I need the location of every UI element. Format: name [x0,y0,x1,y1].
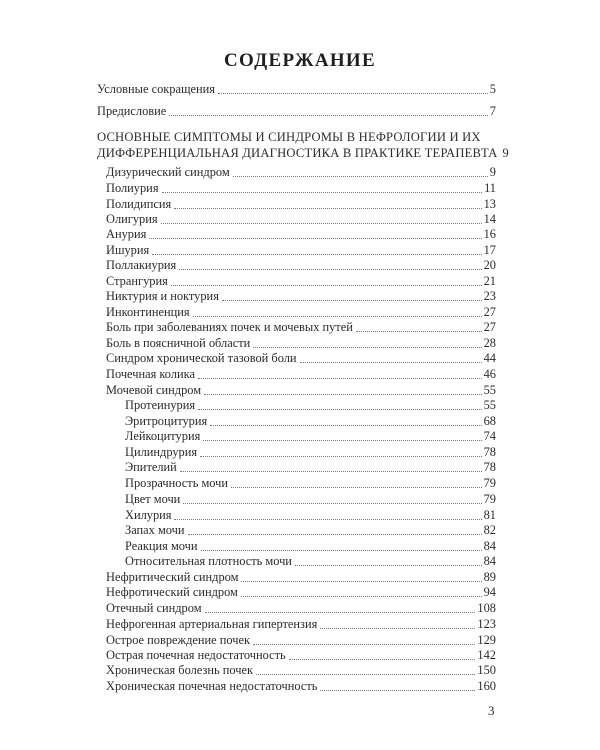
dot-leader [162,192,483,193]
toc-entry-title: Анурия [106,227,147,241]
toc-entry-page: 123 [477,617,496,631]
toc-entry[interactable] [106,570,496,584]
toc-entry-page: 78 [483,460,496,474]
toc-entry[interactable] [106,289,496,303]
toc-entry-page: 160 [477,679,496,693]
dot-leader [218,93,488,94]
dot-leader [204,394,482,395]
dot-leader [356,331,482,332]
toc-entry-page: 13 [483,197,496,211]
toc-entry-title: Условные сокращения [97,82,215,96]
toc-entry-title: Боль при заболеваниях почек и мочевых путей [106,320,353,334]
toc-entry[interactable] [106,351,496,365]
toc-entry-page: 89 [483,570,496,584]
toc-entry[interactable] [97,104,496,118]
toc-entry-page: 14 [483,212,496,226]
toc-entry-title: Реакция мочи [125,539,198,553]
dot-leader [231,487,482,488]
toc-entry-title: Цвет мочи [125,492,181,506]
toc-entry-page: 84 [483,539,496,553]
dot-leader [183,503,481,504]
toc-entry-title: Запах мочи [125,523,185,537]
toc-entry-title: Поллакиурия [106,258,177,272]
dot-leader [253,347,481,348]
page-number: 3 [488,703,495,718]
toc-entry-page: 9 [502,146,509,160]
dot-leader [241,596,482,597]
toc-entry-title: Хроническая болезнь почек [106,663,253,677]
dot-leader [149,238,481,239]
toc-entry-page: 5 [489,82,496,96]
dot-leader [300,362,482,363]
toc-entry-title: Хроническая почечная недостаточность [106,679,318,693]
toc-entry-title: Нефритический синдром [106,570,239,584]
toc-entry[interactable] [106,367,496,381]
toc-entry-page: 150 [477,663,496,677]
toc-entry[interactable] [106,336,496,350]
toc-entry[interactable] [106,585,496,599]
dot-leader [180,471,482,472]
toc-entry[interactable] [106,227,496,241]
toc-entry-title: Инконтиненция [106,305,190,319]
toc-entry[interactable] [106,274,496,288]
toc-entry-page: 46 [483,367,496,381]
toc-entry-page: 7 [489,104,496,118]
toc-entry[interactable] [106,305,496,319]
toc-entry-title: Предисловие [97,104,167,118]
toc-entry-title: Острая почечная недостаточность [106,648,286,662]
dot-leader [241,581,481,582]
toc-entry-title: Полидипсия [106,197,172,211]
toc-entry-title: Странгурия [106,274,168,288]
toc-subentry[interactable] [125,445,496,459]
dot-leader [233,176,488,177]
toc-entry[interactable] [106,258,496,272]
toc-entry-page: 20 [483,258,496,272]
toc-entry-page: 55 [483,383,496,397]
dot-leader [200,456,482,457]
toc-entry[interactable] [97,82,496,96]
section-heading-line-1: ОСНОВНЫЕ СИМПТОМЫ И СИНДРОМЫ В НЕФРОЛОГИИ И ИХ [97,130,481,144]
toc-entry-title: Лейкоцитурия [125,429,201,443]
dot-leader [256,674,475,675]
toc-entry-page: 27 [483,320,496,334]
toc-entry-title: Синдром хронической тазовой боли [106,351,297,365]
toc-entry-page: 142 [477,648,496,662]
toc-entry-page: 78 [483,445,496,459]
toc-entry-title: Нефрогенная артериальная гипертензия [106,617,318,631]
toc-subentry[interactable] [125,476,496,490]
toc-entry-title: Протеинурия [125,398,196,412]
dot-leader [198,378,482,379]
dot-leader [253,644,475,645]
toc-entry-page: 108 [477,601,496,615]
toc-entry-title: Никтурия и ноктурия [106,289,219,303]
dot-leader [295,565,482,566]
dot-leader [222,300,482,301]
toc-entry-page: 44 [483,351,496,365]
toc-subentry[interactable] [125,508,496,522]
toc-entry-title: Дизурический синдром [106,165,230,179]
toc-entry-title: Боль в поясничной области [106,336,251,350]
toc-entry-page: 79 [483,476,496,490]
toc-entry-page: 79 [483,492,496,506]
toc-subentry[interactable] [125,429,496,443]
toc-entry-page: 94 [483,585,496,599]
toc-entry-page: 17 [483,243,496,257]
toc-entry-title: Относительная плотность мочи [125,554,292,568]
dot-leader [201,550,482,551]
toc-entry-page: 55 [483,398,496,412]
toc-entry[interactable] [106,212,496,226]
section-heading-line-2: ДИФФЕРЕНЦИАЛЬНАЯ ДИАГНОСТИКА В ПРАКТИКЕ ТЕРАПЕВТА [97,146,498,160]
dot-leader [174,208,481,209]
toc-entry-title: Хилурия [125,508,172,522]
dot-leader [205,612,476,613]
toc-entry-page: 11 [484,181,496,195]
dot-leader [193,316,482,317]
toc-entry[interactable] [106,679,496,693]
toc-entry[interactable] [106,181,496,195]
dot-leader [174,519,481,520]
toc-entry-title: Мочевой синдром [106,383,202,397]
toc-entry[interactable] [106,197,496,211]
toc-entry-page: 23 [483,289,496,303]
toc-entry-page: 84 [483,554,496,568]
toc-entry-title: Цилиндрурия [125,445,198,459]
toc-entry[interactable] [106,633,496,647]
toc-entry-page: 16 [483,227,496,241]
toc-entry-title: Полиурия [106,181,159,195]
toc-entry-title: Олигурия [106,212,158,226]
toc-entry-page: 28 [483,336,496,350]
toc-entry-page: 129 [477,633,496,647]
dot-leader [179,269,481,270]
page-title: СОДЕРЖАНИЕ [224,50,376,71]
dot-leader [203,440,481,441]
toc-entry-page: 68 [483,414,496,428]
toc-entry-page: 27 [483,305,496,319]
toc-subentry[interactable] [125,539,496,553]
dot-leader [320,628,475,629]
dot-leader [210,425,481,426]
toc-entry-page: 74 [483,429,496,443]
toc-entry[interactable] [106,320,496,334]
toc-entry-title: Нефротический синдром [106,585,238,599]
toc-entry-page: 82 [483,523,496,537]
dot-leader [320,690,475,691]
toc-entry[interactable] [106,383,496,397]
toc-subentry[interactable] [125,492,496,506]
toc-entry[interactable] [106,243,496,257]
toc-entry-page: 9 [489,165,496,179]
toc-entry[interactable] [106,165,496,179]
toc-entry[interactable] [106,617,496,631]
dot-leader [161,223,482,224]
toc-entry-page: 81 [483,508,496,522]
toc-subentry[interactable] [125,554,496,568]
toc-subentry[interactable] [125,523,496,537]
toc-entry-title: Почечная колика [106,367,195,381]
dot-leader [169,115,488,116]
toc-entry[interactable] [106,648,496,662]
toc-subentry[interactable] [125,414,496,428]
toc-entry-page: 21 [483,274,496,288]
dot-leader [198,409,482,410]
toc-entry-title: Эритроцитурия [125,414,208,428]
toc-entry-title: Отечный синдром [106,601,202,615]
dot-leader [289,659,476,660]
toc-entry-title: Эпителий [125,460,177,474]
dot-leader [152,254,481,255]
toc-subentry[interactable] [125,460,496,474]
toc-entry-title: Острое повреждение почек [106,633,251,647]
dot-leader [171,285,482,286]
toc-entry-title: Ишурия [106,243,150,257]
dot-leader [188,534,482,535]
toc-section-heading[interactable] [97,146,509,160]
toc-entry[interactable] [106,663,496,677]
toc-entry[interactable] [106,601,496,615]
toc-subentry[interactable] [125,398,496,412]
toc-entry-title: Прозрачность мочи [125,476,229,490]
